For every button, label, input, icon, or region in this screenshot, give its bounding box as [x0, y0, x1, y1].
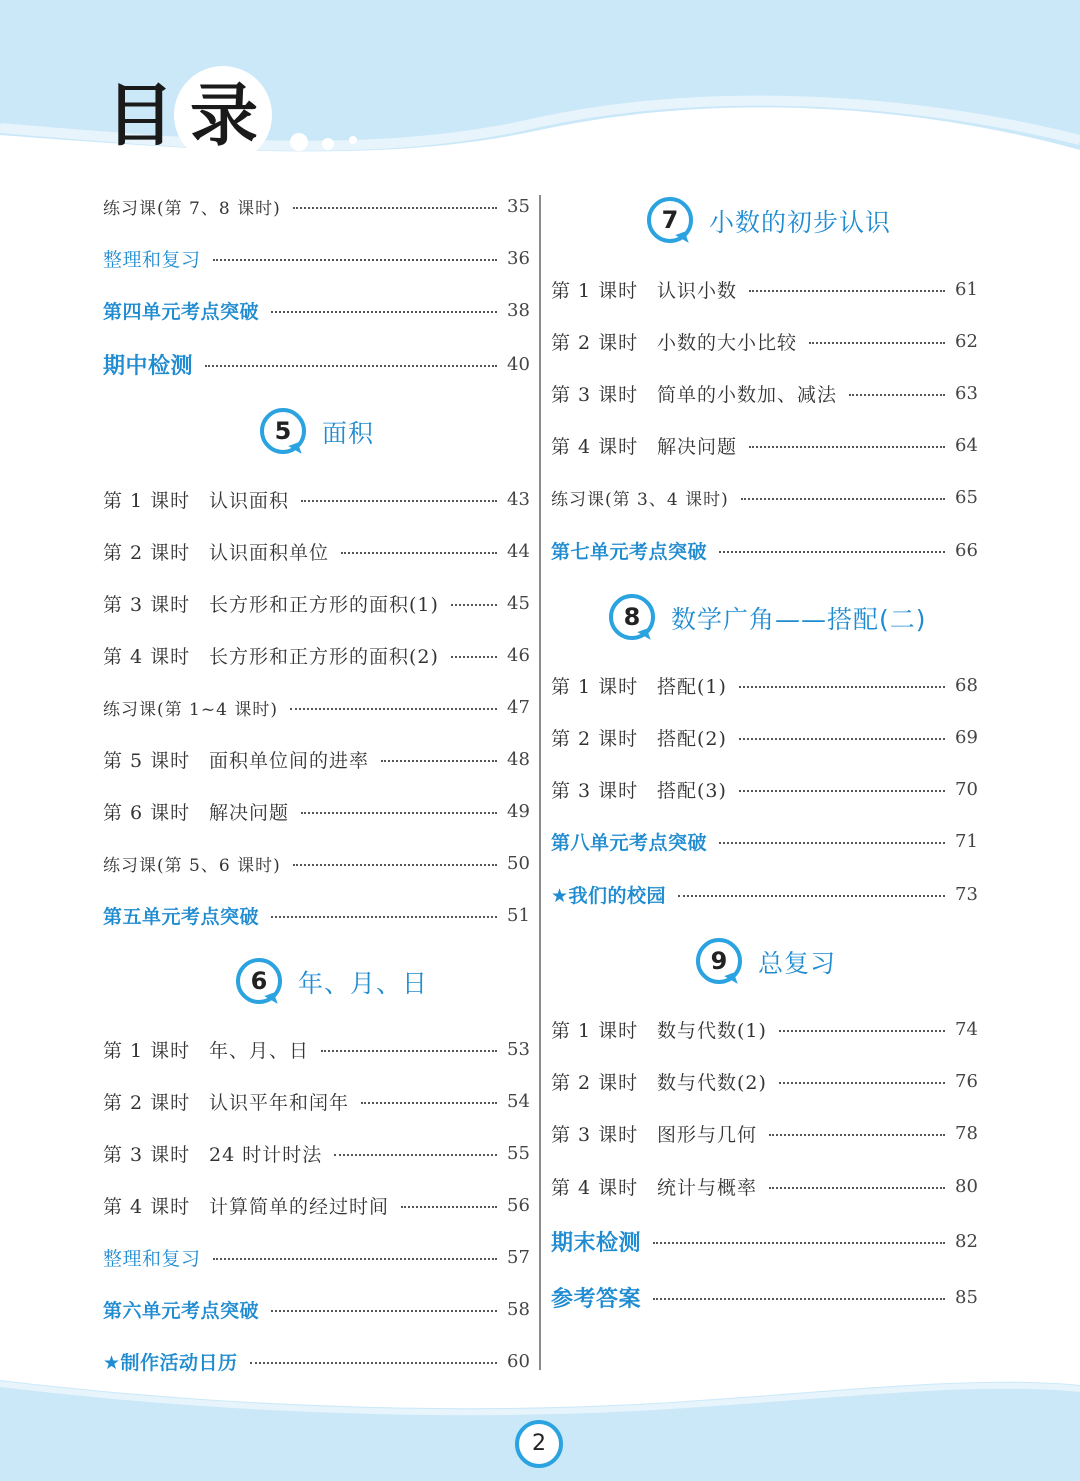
lesson-number: 第 1 课时 [103, 489, 191, 512]
toc-row-label: 搭配(1) [657, 675, 727, 698]
toc-row[interactable] [103, 1185, 529, 1225]
toc-row[interactable] [551, 1277, 977, 1317]
toc-row-label: 搭配(2) [657, 727, 727, 750]
dot-leader [271, 311, 497, 313]
toc-row[interactable] [551, 530, 977, 570]
unit-number-badge [260, 408, 308, 456]
toc-row-page: 44 [507, 540, 530, 562]
dot-leader [653, 1242, 945, 1244]
toc-row-label: 第七单元考点突破 [551, 540, 708, 563]
lesson-number: 第 2 课时 [551, 727, 639, 750]
lesson-number: 第 4 课时 [103, 645, 191, 668]
page-title [100, 60, 300, 170]
dot-leader [293, 207, 497, 209]
toc-row-label: 认识面积 [209, 489, 290, 512]
toc-row[interactable] [103, 186, 529, 226]
unit-title: 数学广角——搭配(二) [671, 605, 927, 634]
dot-leader [381, 760, 497, 762]
lesson-number: 第 4 课时 [551, 1176, 639, 1199]
unit-number-badge [609, 594, 657, 642]
toc-row[interactable] [551, 1166, 977, 1206]
toc-row-page: 57 [507, 1246, 530, 1268]
lesson-number: 第 1 课时 [551, 1019, 639, 1042]
unit-number: 9 [710, 947, 728, 975]
decorative-dots [286, 130, 366, 160]
dot-leader [334, 1154, 497, 1156]
toc-row-label: 认识小数 [657, 279, 738, 302]
unit-9-heading[interactable] [696, 938, 836, 986]
unit-8-heading[interactable] [609, 594, 927, 642]
toc-row[interactable] [551, 717, 977, 757]
toc-row-page: 51 [507, 904, 530, 926]
toc-row-label: 练习课(第 7、8 课时) [103, 198, 281, 219]
toc-row[interactable] [103, 895, 529, 935]
toc-row-label: 计算简单的经过时间 [209, 1195, 390, 1218]
toc-row-page: 60 [507, 1350, 530, 1372]
dot-leader [849, 394, 945, 396]
unit-6-heading[interactable] [236, 958, 428, 1006]
lesson-number: 第 3 课时 [551, 383, 639, 406]
dot-leader [779, 1030, 945, 1032]
toc-row-page: 38 [507, 299, 530, 321]
dot-leader [739, 686, 945, 688]
toc-row-page: 47 [507, 696, 530, 718]
toc-row-page: 48 [507, 748, 530, 770]
unit-7-heading[interactable] [647, 197, 891, 245]
toc-row-page: 36 [507, 247, 530, 269]
dot-leader [769, 1134, 945, 1136]
toc-row[interactable] [551, 269, 977, 309]
lesson-number: 第 2 课时 [551, 331, 639, 354]
dot-leader [451, 656, 497, 658]
dot-leader [401, 1206, 497, 1208]
unit-number-badge [647, 197, 695, 245]
dot-leader [749, 446, 945, 448]
title-char-lu: 录 [190, 76, 259, 156]
dot-leader [290, 708, 497, 710]
unit-title: 年、月、日 [298, 969, 429, 998]
toc-row-page: 43 [507, 488, 530, 510]
dot-leader [739, 738, 945, 740]
toc-row-label: 第五单元考点突破 [103, 905, 260, 928]
lesson-number: 第 4 课时 [103, 1195, 191, 1218]
toc-row-page: 46 [507, 644, 530, 666]
dot-leader [809, 342, 945, 344]
toc-row[interactable] [551, 477, 977, 517]
toc-row[interactable] [103, 843, 529, 883]
dot-leader [293, 864, 497, 866]
toc-row-label: 练习课(第 1~4 课时) [103, 699, 278, 720]
toc-row[interactable] [551, 425, 977, 465]
toc-row-label: 年、月、日 [209, 1039, 310, 1062]
lesson-number: 第 5 课时 [103, 749, 191, 772]
toc-row-label: ★我们的校园 [551, 884, 667, 907]
toc-row-page: 62 [955, 330, 978, 352]
toc-row-label: 数与代数(2) [657, 1071, 767, 1094]
unit-number: 7 [661, 206, 679, 234]
toc-row[interactable] [103, 1029, 529, 1069]
lesson-number: 第 4 课时 [551, 435, 639, 458]
toc-row-label: 搭配(3) [657, 779, 727, 802]
toc-row-label: 认识面积单位 [209, 541, 330, 564]
toc-row-label: 第八单元考点突破 [551, 831, 708, 854]
toc-row[interactable] [103, 583, 529, 623]
toc-row[interactable] [103, 531, 529, 571]
toc-row[interactable] [103, 290, 529, 330]
dot-leader [341, 552, 497, 554]
toc-row-label: 练习课(第 3、4 课时) [551, 489, 729, 510]
unit-number-badge [236, 958, 284, 1006]
toc-row[interactable] [551, 821, 977, 861]
dot-leader [653, 1298, 945, 1300]
toc-row-label: 解决问题 [209, 801, 290, 824]
toc-row-label: 参考答案 [551, 1286, 642, 1312]
toc-row-label: 解决问题 [657, 435, 738, 458]
unit-title: 面积 [322, 419, 375, 448]
toc-row-page: 82 [955, 1230, 978, 1252]
unit-number: 8 [623, 603, 641, 631]
dot-leader [301, 500, 497, 502]
toc-row-page: 70 [955, 778, 978, 800]
toc-row[interactable] [103, 1289, 529, 1329]
toc-row-page: 76 [955, 1070, 978, 1092]
toc-row-page: 50 [507, 852, 530, 874]
lesson-number: 第 2 课时 [103, 541, 191, 564]
lesson-number: 第 3 课时 [551, 1123, 639, 1146]
toc-row[interactable] [551, 373, 977, 413]
toc-row[interactable] [103, 1341, 529, 1381]
toc-row-page: 58 [507, 1298, 530, 1320]
dot-leader [301, 812, 497, 814]
dot-leader [205, 365, 497, 367]
toc-row-page: 35 [507, 195, 530, 217]
dot-leader [271, 1310, 497, 1312]
toc-row-label: 练习课(第 5、6 课时) [103, 855, 281, 876]
toc-row[interactable] [103, 1237, 529, 1277]
lesson-number: 第 3 课时 [103, 593, 191, 616]
toc-row-label: 长方形和正方形的面积(1) [209, 593, 439, 616]
toc-row-page: 78 [955, 1122, 978, 1144]
lesson-number: 第 3 课时 [551, 779, 639, 802]
toc-row[interactable] [103, 344, 529, 384]
toc-row-page: 73 [955, 883, 978, 905]
dot-leader [779, 1082, 945, 1084]
lesson-number: 第 2 课时 [103, 1091, 191, 1114]
toc-row-page: 74 [955, 1018, 978, 1040]
toc-row[interactable] [551, 321, 977, 361]
toc-row-page: 69 [955, 726, 978, 748]
toc-row-page: 40 [507, 353, 530, 375]
toc-row-label: 24 时计时法 [209, 1143, 323, 1166]
lesson-number: 第 6 课时 [103, 801, 191, 824]
toc-row[interactable] [103, 687, 529, 727]
unit-number: 5 [274, 417, 292, 445]
toc-row[interactable] [103, 238, 529, 278]
lesson-number: 第 1 课时 [103, 1039, 191, 1062]
page-number: 2 [515, 1420, 563, 1468]
toc-row-page: 64 [955, 434, 978, 456]
toc-row-label: 图形与几何 [657, 1123, 758, 1146]
toc-row[interactable] [103, 479, 529, 519]
toc-row[interactable] [551, 1221, 977, 1261]
toc-row-page: 61 [955, 278, 978, 300]
toc-row-page: 85 [955, 1286, 978, 1308]
toc-row[interactable] [551, 1113, 977, 1153]
toc-row[interactable] [103, 1133, 529, 1173]
toc-row-page: 54 [507, 1090, 530, 1112]
toc-row-label: 第四单元考点突破 [103, 300, 260, 323]
toc-row-label: 期末检测 [551, 1230, 642, 1256]
toc-row-label: 简单的小数加、减法 [657, 383, 838, 406]
dot-leader [250, 1362, 497, 1364]
toc-row[interactable] [103, 739, 529, 779]
toc-row-label: 统计与概率 [657, 1176, 758, 1199]
dot-leader [749, 290, 945, 292]
toc-row-page: 80 [955, 1175, 978, 1197]
dot-leader [741, 498, 945, 500]
dot-leader [271, 916, 497, 918]
title-char-mu: 目 [106, 76, 175, 156]
toc-row-page: 45 [507, 592, 530, 614]
dot-leader [451, 604, 497, 606]
dot-leader [769, 1187, 945, 1189]
toc-row-label: 第六单元考点突破 [103, 1299, 260, 1322]
dot-leader [361, 1102, 497, 1104]
dot-leader [739, 790, 945, 792]
toc-row-label: 整理和复习 [103, 1247, 201, 1270]
toc-row[interactable] [103, 791, 529, 831]
lesson-number: 第 3 课时 [103, 1143, 191, 1166]
toc-row-page: 65 [955, 486, 978, 508]
toc-row[interactable] [551, 769, 977, 809]
dot-leader [213, 259, 497, 261]
toc-row-label: 小数的大小比较 [657, 331, 798, 354]
toc-row[interactable] [551, 1009, 977, 1049]
lesson-number: 第 1 课时 [551, 279, 639, 302]
unit-title: 小数的初步认识 [709, 208, 892, 237]
toc-row-label: 面积单位间的进率 [209, 749, 370, 772]
unit-title: 总复习 [758, 949, 837, 978]
unit-number: 6 [250, 967, 268, 995]
toc-row[interactable] [551, 665, 977, 705]
dot-leader [678, 895, 945, 897]
toc-row-label: 认识平年和闰年 [209, 1091, 350, 1114]
toc-row-label: 期中检测 [103, 353, 194, 379]
toc-row-page: 71 [955, 830, 978, 852]
toc-row-label: 数与代数(1) [657, 1019, 767, 1042]
toc-row-page: 56 [507, 1194, 530, 1216]
toc-row-page: 55 [507, 1142, 530, 1164]
dot-leader [213, 1258, 497, 1260]
toc-row-page: 63 [955, 382, 978, 404]
dot-leader [321, 1050, 497, 1052]
toc-row[interactable] [103, 635, 529, 675]
toc-row[interactable] [551, 1061, 977, 1101]
unit-5-heading[interactable] [260, 408, 374, 456]
toc-row-label: 长方形和正方形的面积(2) [209, 645, 439, 668]
toc-row-page: 53 [507, 1038, 530, 1060]
lesson-number: 第 2 课时 [551, 1071, 639, 1094]
lesson-number: 第 1 课时 [551, 675, 639, 698]
column-divider [539, 195, 541, 1370]
unit-number-badge [696, 938, 744, 986]
toc-row[interactable] [551, 874, 977, 914]
toc-row-label: ★制作活动日历 [103, 1351, 238, 1374]
dot-leader [719, 551, 945, 553]
toc-row-page: 66 [955, 539, 978, 561]
toc-row-label: 整理和复习 [103, 248, 201, 271]
toc-row[interactable] [103, 1081, 529, 1121]
toc-row-page: 68 [955, 674, 978, 696]
toc-row-page: 49 [507, 800, 530, 822]
dot-leader [719, 842, 945, 844]
